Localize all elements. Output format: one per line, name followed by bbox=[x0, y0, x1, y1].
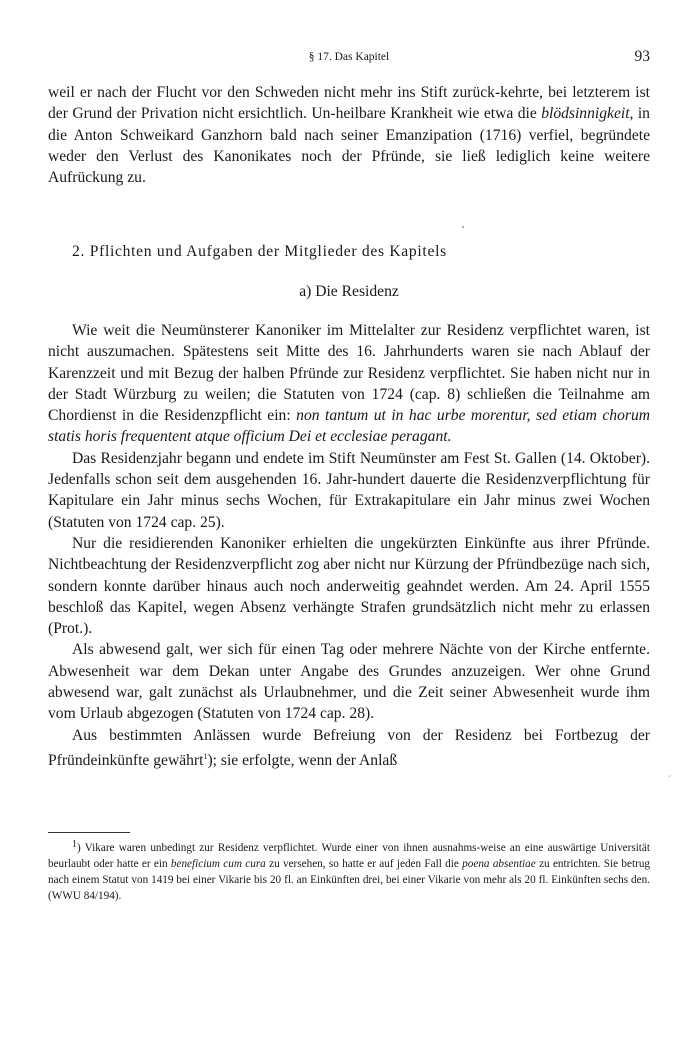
paragraph-3: Nur die residierenden Kanoniker erhielten die ungekürzten Einkünfte aus ihrer Pfründe. Nichtbeachtung der Residenzverpflicht zog aber nicht nur Kürzung der Pfründbezüge nach sich, sondern konnte darüber hinaus auch noch anderweitig geahndet werden. Am 24. April 1555 beschloß das Kapitel, wegen Absenz verhängte Strafen grundsätzlich nicht mehr zu erlassen (Prot.). bbox=[48, 534, 650, 638]
footnote-rule bbox=[48, 832, 130, 833]
intro-text-1: weil er nach der Flucht vor den Schweden nicht mehr ins Stift zurück-kehrte, bei letzterem ist der Grund der Privation nicht ersichtlich. Un-heilbare Krankheit wie etwa die bbox=[48, 84, 650, 123]
paragraph-4: Als abwesend galt, wer sich für einen Tag oder mehrere Nächte von der Kirche entfernte. Abwesenheit war dem Dekan unter Angabe des Grundes anzuzeigen. Wer ohne Grund abwesend war, galt zunächst als Urlaubnehmer, und die Zeit seiner Abwesenheit wurde ihm vom Urlaub abgezogen (Statuten von 1724 cap. 28). bbox=[48, 641, 650, 723]
intro-italic-1: blödsinnigkeit bbox=[541, 105, 630, 123]
footnote-mark: 1 bbox=[72, 839, 77, 850]
intro-paragraph bbox=[48, 82, 650, 188]
intro-text-2: , in die Anton Schweikard Ganzhorn bald nach seiner Emanzipation (1716) verfiel, begründete weder den Verlust des Kanonikates noch der Pfründe, sie ließ lediglich keine weitere Aufrückung zu. bbox=[48, 105, 650, 187]
footnote-ref: 1 bbox=[203, 751, 208, 761]
footnote bbox=[48, 840, 650, 904]
p1-text: Wie weit die Neumünsterer Kanoniker im Mittelalter zur Residenz verpflichtet waren, ist nicht auszumachen. Spätestens seit Mitte des 16. Jahrhunderts waren sie nach Ablauf der Karenzzeit und mit Bezug der halben Pfründe zur Residenz verpflichtet. Sie haben nicht nur in der Stadt Würzburg zu weilen; die Statuten von 1724 (cap. 8) schließen die Teilnahme am Chordienst in die Residenzpflicht ein: bbox=[48, 322, 650, 425]
subsection-heading: a) Die Residenz bbox=[299, 283, 399, 300]
paragraph-2: Das Residenzjahr begann und endete im Stift Neumünster am Fest St. Gallen (14. Oktober). Jedenfalls schon seit dem ausgehenden 16. Jahr-hundert dauerte die Residenzverpflichtung für Kapitulare ein Jahr minus sechs Wochen, für Extrakapitulare ein Jahr minus zwei Wochen (Statuten von 1724 cap. 25). bbox=[48, 449, 650, 531]
paragraph-1 bbox=[48, 320, 650, 448]
footnote-text-2: zu versehen, so hatte er auf jeden Fall die bbox=[265, 858, 463, 871]
p1-latin-quote: non tantum ut in hac urbe morentur, sed etiam chorum statis horis frequentent atque officium Dei et ecclesiae peragant. bbox=[48, 407, 650, 446]
section-heading: 2. Pflichten und Aufgaben der Mitglieder des Kapitels bbox=[72, 243, 447, 260]
page-number: 93 bbox=[634, 48, 650, 65]
body-text bbox=[48, 320, 650, 771]
page-header bbox=[48, 48, 650, 68]
p5-text-2: ); sie erfolgte, wenn der Anlaß bbox=[207, 752, 398, 770]
footnote-italic-1: beneficium cum cura bbox=[170, 858, 266, 871]
stray-mark bbox=[462, 226, 464, 228]
paragraph-5 bbox=[48, 725, 650, 772]
footnote-text-1: ) Vikare waren unbedingt zur Residenz verpflichtet. Wurde einer von ihnen ausnahms-weise an eine auswärtige Universität beurlaubt oder hatte er ein bbox=[48, 842, 650, 871]
footnote-italic-2: poena absentiae bbox=[462, 858, 536, 871]
margin-mark: ´ bbox=[668, 775, 672, 786]
footnote-text-3: zu entrichten. Sie betrug nach einem Statut von 1419 bei einer Vikarie bis 20 fl. an Einkünften drei, bei einer Vikarie von mehr als 20 fl. Einkünften sechs den. (WWU 84/194). bbox=[48, 858, 651, 903]
running-head: § 17. Das Kapitel bbox=[308, 51, 390, 63]
p5-text-1: Aus bestimmten Anlässen wurde Befreiung von der Residenz bei Fortbezug der Pfründeinkünfte gewährt bbox=[48, 726, 650, 770]
